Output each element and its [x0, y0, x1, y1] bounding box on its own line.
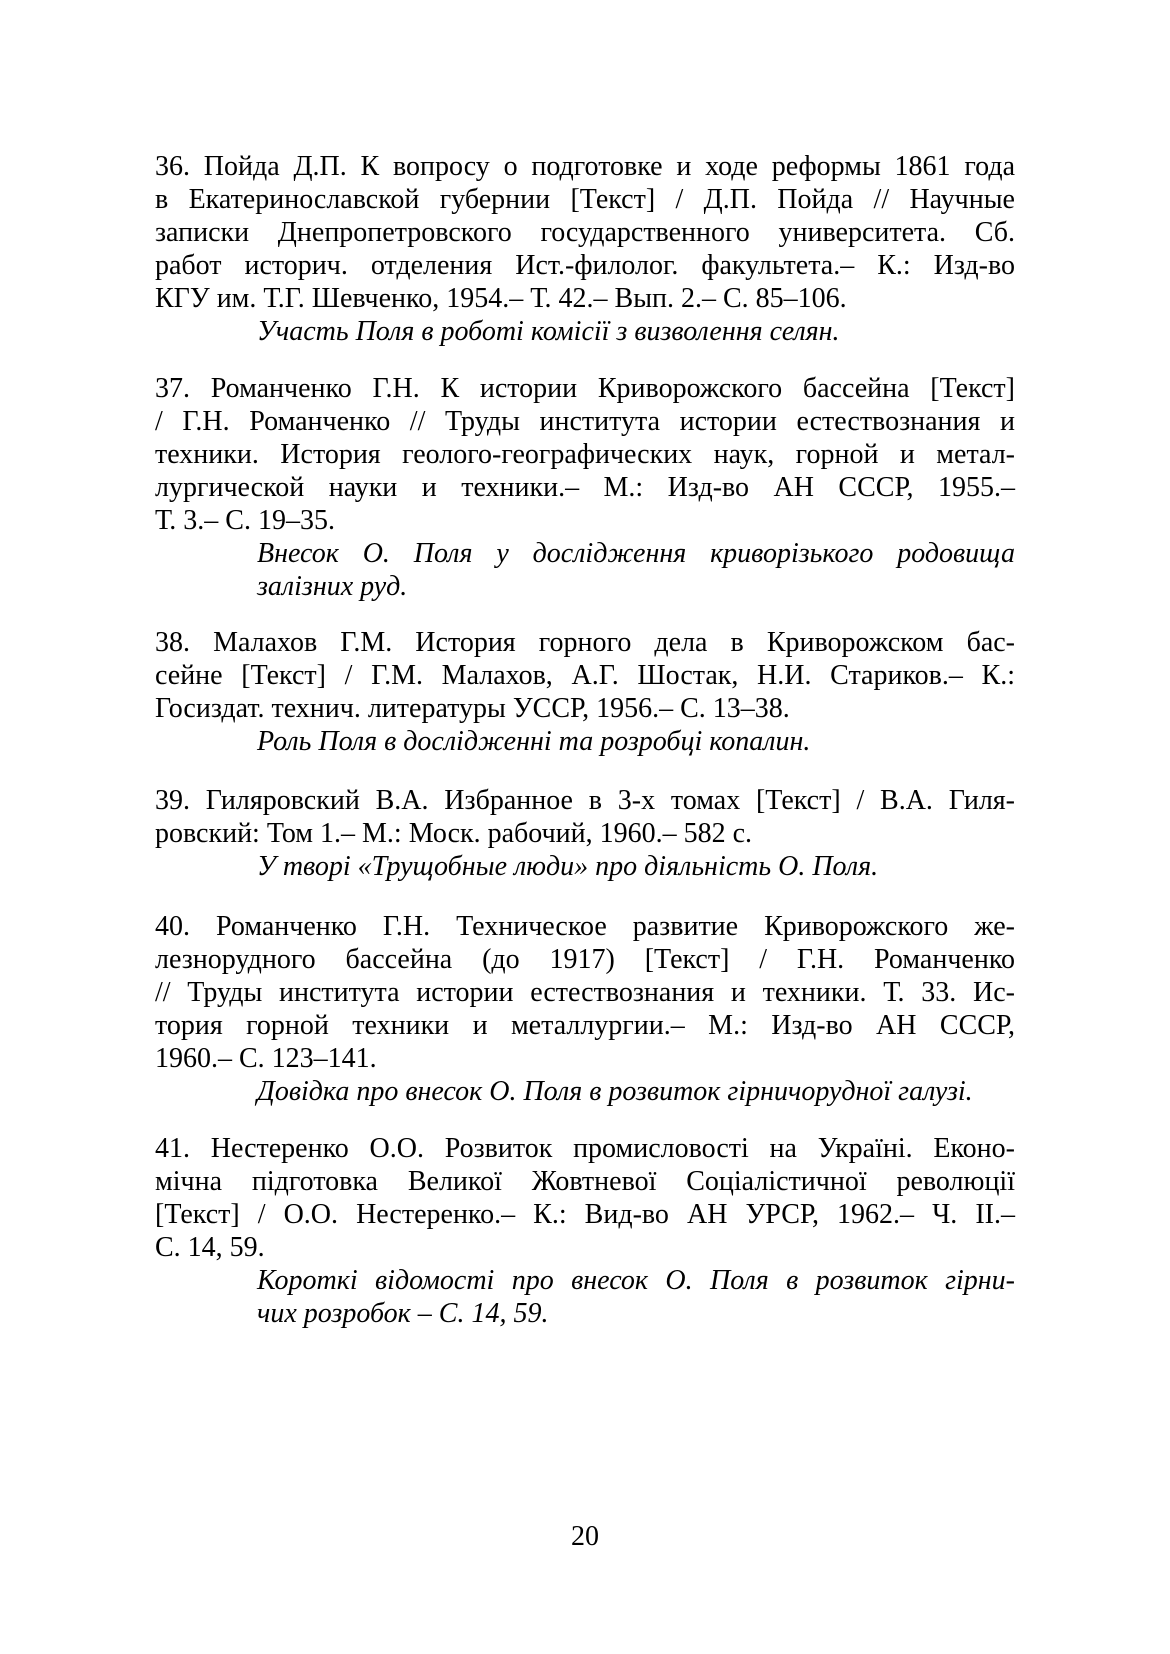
entry-annotation: Довідка про внесок О. Поля в розвиток гірничорудної галузі.	[257, 1076, 973, 1107]
entry-text-line: С. 14, 59.	[155, 1232, 265, 1263]
entry-annotation: Короткі відомості про внесок О. Поля в розвиток гірни-	[257, 1265, 1015, 1296]
bibliography-entry-36	[155, 150, 1015, 348]
entry-text-line: 37. Романченко Г.Н. К истории Криворожского бассейна [Текст]	[155, 373, 1015, 404]
entry-text-line: 38. Малахов Г.М. История горного дела в Криворожском бас-	[155, 627, 1015, 658]
entry-annotation: чих розробок – С. 14, 59.	[257, 1298, 549, 1329]
entry-text-line: КГУ им. Т.Г. Шевченко, 1954.– Т. 42.– Вып. 2.– С. 85–106.	[155, 283, 847, 314]
entry-annotation: Участь Поля в роботі комісії з визволення селян.	[257, 316, 840, 347]
bibliography-entry-40	[155, 910, 1015, 1108]
entry-text-line: ровский: Том 1.– М.: Моск. рабочий, 1960.– 582 с.	[155, 818, 753, 849]
entry-annotation: залізних руд.	[257, 571, 408, 602]
entry-text-line: тория горной техники и металлургии.– М.: Изд-во АН СССР,	[155, 1010, 1015, 1041]
entry-text-line: 39. Гиляровский В.А. Избранное в 3-х томах [Текст] / В.А. Гиля-	[155, 785, 1015, 816]
entry-annotation: У творі «Трущобные люди» про діяльність О. Поля.	[257, 851, 879, 882]
entry-text-line: Т. 3.– С. 19–35.	[155, 505, 335, 536]
entry-text-line: 1960.– С. 123–141.	[155, 1043, 377, 1074]
bibliography-entry-39	[155, 784, 1015, 883]
entry-text-line: [Текст] / О.О. Нестеренко.– К.: Вид-во АН УРСР, 1962.– Ч. II.–	[155, 1199, 1015, 1230]
bibliography-entry-38	[155, 626, 1015, 758]
entry-text-line: лезнорудного бассейна (до 1917) [Текст] / Г.Н. Романченко	[155, 944, 1015, 975]
entry-text-line: 40. Романченко Г.Н. Техническое развитие Криворожского же-	[155, 911, 1015, 942]
entry-text-line: техники. История геолого-географических наук, горной и метал-	[155, 439, 1015, 470]
entry-text-line: мічна підготовка Великої Жовтневої Соціалістичної революції	[155, 1166, 1015, 1197]
entry-text-line: в Екатеринославской губернии [Текст] / Д.П. Пойда // Научные	[155, 184, 1015, 215]
entry-text-line: записки Днепропетровского государственного университета. Сб.	[155, 217, 1015, 248]
bibliography-entry-41	[155, 1132, 1015, 1330]
entry-annotation: Внесок О. Поля у дослідження криворізького родовища	[257, 538, 1015, 569]
entry-text-line: 36. Пойда Д.П. К вопросу о подготовке и ходе реформы 1861 года	[155, 151, 1015, 182]
entry-text-line: Госиздат. технич. литературы УССР, 1956.– С. 13–38.	[155, 693, 790, 724]
entry-text-line: лургической науки и техники.– М.: Изд-во АН СССР, 1955.–	[155, 472, 1015, 503]
entry-annotation: Роль Поля в дослідженні та розробці копалин.	[257, 726, 811, 757]
bibliography-entry-37	[155, 372, 1015, 603]
entry-text-line: сейне [Текст] / Г.М. Малахов, А.Г. Шостак, Н.И. Стариков.– К.:	[155, 660, 1015, 691]
page-number: 20	[571, 1521, 599, 1552]
entry-text-line: 41. Нестеренко О.О. Розвиток промисловості на Україні. Еконо-	[155, 1133, 1015, 1164]
entry-text-line: / Г.Н. Романченко // Труды института истории естествознания и	[155, 406, 1015, 437]
entry-text-line: // Труды института истории естествознания и техники. Т. 33. Ис-	[155, 977, 1015, 1008]
entry-text-line: работ историч. отделения Ист.-филолог. факультета.– К.: Изд-во	[155, 250, 1015, 281]
